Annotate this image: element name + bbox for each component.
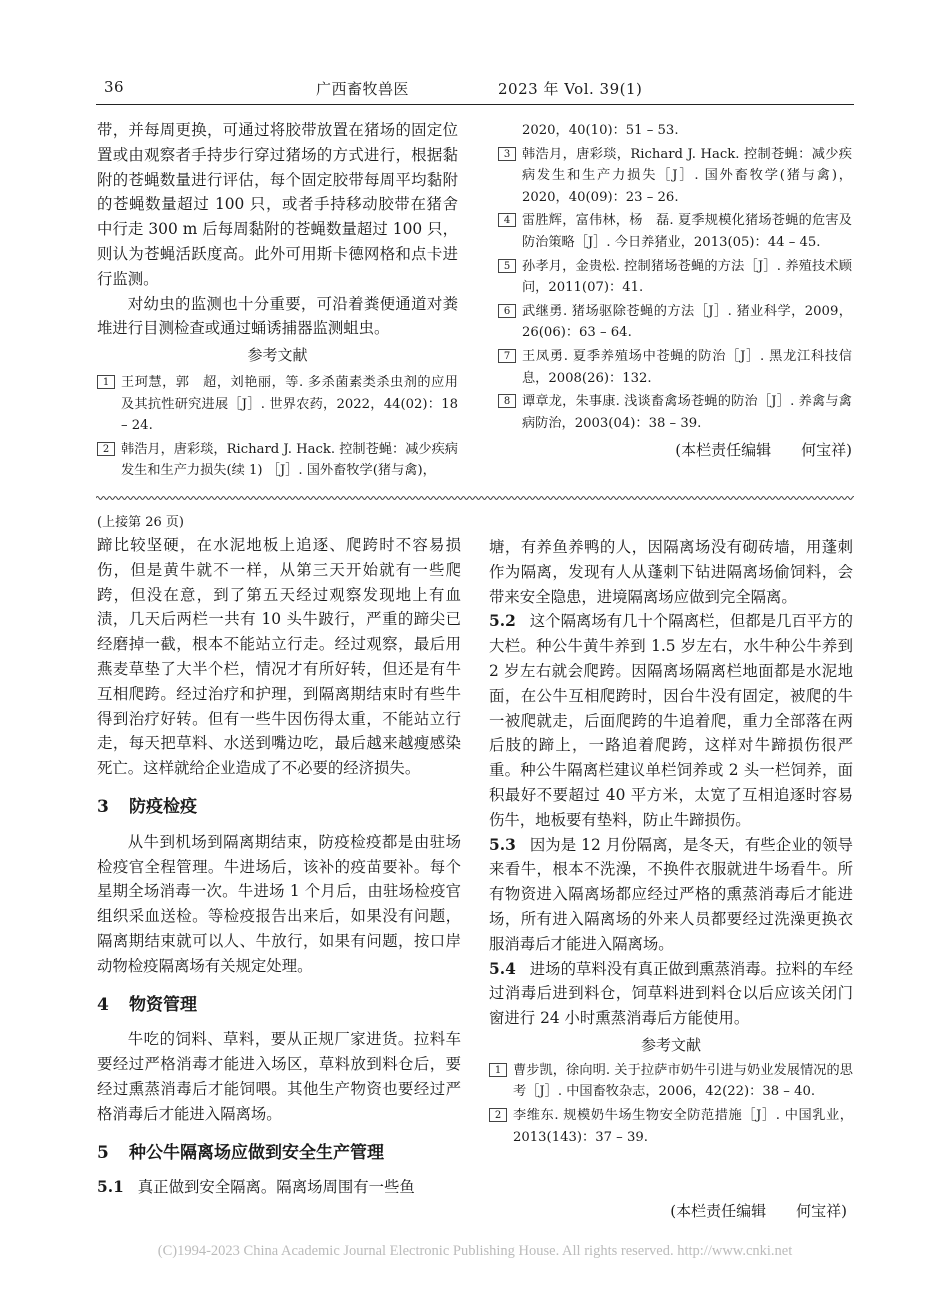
reference-item bbox=[489, 1105, 853, 1148]
reference-number: 2 bbox=[97, 442, 115, 456]
paragraph: 对幼虫的监测也十分重要，可沿着粪便通道对粪堆进行目测检查或通过蛹诱捕器监测蛆虫。 bbox=[97, 294, 458, 338]
wavy-divider bbox=[96, 493, 854, 503]
reference-number: 7 bbox=[498, 349, 516, 363]
reference-continuation: 2020，40(10)：51 – 53. bbox=[522, 123, 679, 138]
reference-text: 武继勇. 猪场驱除苍蝇的方法［J］. 猪业科学，2009，26(06)：63 – 64. bbox=[522, 303, 852, 341]
subsection-paragraph: 5.1 真正做到安全隔离。隔离场周围有一些鱼 bbox=[97, 1178, 415, 1197]
reference-text: 王珂慧，郭 超，刘艳丽，等. 多杀菌素类杀虫剂的应用及其抗性研究进展［J］. 世界农药，2022，44(02)：18 – 24. bbox=[121, 374, 458, 434]
paragraph: 带，并每周更换，可通过将胶带放置在猪场的固定位置或由观察者手持步行穿过猪场的方式进行，根据黏附的苍蝇数量进行评估，每个固定胶带每周平均黏附的苍蝇数量超过 100 只，或者手持移动胶带在猪舍中行走 300 m 后每周黏附的苍蝇数量超过 100 只，则认为苍蝇活跃度高。此外可用斯卡德网格和点卡进行监测。 bbox=[97, 121, 458, 288]
bottom-right-column bbox=[489, 535, 853, 1150]
references-title: 参考文献 bbox=[247, 346, 308, 365]
reference-number: 5 bbox=[498, 259, 516, 273]
reference-item bbox=[489, 1060, 853, 1103]
reference-text: 谭章龙，朱事康. 浅谈畜禽场苍蝇的防治［J］. 养禽与禽病防治，2003(04)：38 – 39. bbox=[522, 394, 852, 431]
issue-info: 2023 年 Vol. 39(1) bbox=[498, 80, 643, 98]
section-heading: 4 物资管理 bbox=[97, 994, 197, 1015]
reference-item bbox=[498, 391, 852, 434]
reference-number: 2 bbox=[489, 1108, 507, 1122]
bottom-left-column bbox=[97, 513, 461, 1200]
reference-number: 8 bbox=[498, 394, 516, 408]
paragraph: 塘，有养鱼养鸭的人，因隔离场没有砌砖墙，用蓬刺作为隔离，发现有人从蓬刺下钻进隔离场偷饲料，会带来安全隐患，进境隔离场应做到完全隔离。 bbox=[489, 538, 853, 606]
editor-note: (本栏责任编辑 何宝祥) bbox=[675, 441, 852, 460]
reference-item bbox=[498, 256, 852, 299]
page-number: 36 bbox=[104, 78, 125, 96]
reference-item bbox=[97, 439, 458, 482]
reference-list bbox=[97, 372, 458, 482]
reference-text: 韩浩月，唐彩琰，Richard J. Hack. 控制苍蝇：减少疾病发生和生产力损失(续 1) ［J］. 国外畜牧学(猪与禽)， bbox=[121, 441, 458, 479]
subsection-paragraph: 5.4 进场的草料没有真正做到熏蒸消毒。拉料的车经过消毒后进到料仓，饲草料进到料仓以后应该关闭门窗进行 24 小时熏蒸消毒后方能使用。 bbox=[489, 959, 853, 1028]
reference-text: 雷胜辉，富伟林，杨 磊. 夏季规模化猪场苍蝇的危害及防治策略［J］. 今日养猪业，2013(05)：44 – 45. bbox=[522, 213, 852, 250]
top-right-column bbox=[498, 120, 852, 462]
paragraph: 牛吃的饲料、草料，要从正规厂家进货。拉料车要经过严格消毒才能进入场区，草料放到料仓后，要经过熏蒸消毒后才能饲喂。其他生产物资也要经过严格消毒后才能进入隔离场。 bbox=[97, 1030, 461, 1123]
reference-number: 3 bbox=[498, 147, 516, 161]
header-rule bbox=[96, 104, 854, 105]
section-heading: 5 种公牛隔离场应做到安全生产管理 bbox=[97, 1142, 384, 1163]
reference-item bbox=[498, 346, 852, 389]
editor-note: (本栏责任编辑 何宝祥) bbox=[670, 1202, 847, 1220]
paragraph: 从牛到机场到隔离期结束，防疫检疫都是由驻场检疫官全程管理。牛进场后，该补的疫苗要补。每个星期全场消毒一次。牛进场 1 个月后，由驻场检疫官组织采血送检。等检疫报告出来后，如果没有问题，隔离期结束就可以人、牛放行，如果有问题，按口岸动物检疫隔离场有关规定处理。 bbox=[97, 832, 461, 975]
reference-item bbox=[498, 144, 852, 209]
subsection-paragraph: 5.3 因为是 12 月份隔离，是冬天，有些企业的领导来看牛，根本不洗澡，不换件衣服就进牛场看牛。所有物资进入隔离场都应经过严格的熏蒸消毒后才能进场，所有进入隔离场的外来人员都要经过洗澡更换衣服消毒后才能进入隔离场。 bbox=[489, 835, 853, 953]
reference-number: 1 bbox=[489, 1063, 507, 1077]
section-heading: 3 防疫检疫 bbox=[97, 796, 197, 817]
reference-item bbox=[498, 301, 852, 344]
reference-number: 6 bbox=[498, 304, 516, 318]
reference-text: 孙孝月，金贵松. 控制猪场苍蝇的方法［J］. 养殖技术顾问，2011(07)：41. bbox=[522, 258, 852, 296]
top-left-column bbox=[97, 118, 458, 484]
reference-text: 曹步凯，徐向明. 关于拉萨市奶牛引进与奶业发展情况的思考［J］. 中国畜牧杂志，2006，42(22)：38 – 40. bbox=[513, 1062, 853, 1100]
reference-list bbox=[489, 1060, 853, 1148]
reference-item bbox=[97, 372, 458, 437]
copyright-footer: (C)1994-2023 China Academic Journal Electronic Publishing House. All rights reserved. http://www.cnki.net bbox=[157, 1243, 793, 1259]
reference-text: 王凤勇. 夏季养殖场中苍蝇的防治［J］. 黑龙江科技信息，2008(26)：132. bbox=[522, 348, 852, 386]
reference-number: 1 bbox=[97, 375, 115, 389]
references-title: 参考文献 bbox=[640, 1035, 701, 1054]
reference-number: 4 bbox=[498, 213, 516, 227]
reference-text: 韩浩月，唐彩琰，Richard J. Hack. 控制苍蝇：减少疾病发生和生产力损失［J］. 国外畜牧学(猪与禽)，2020，40(09)：23 – 26. bbox=[522, 146, 852, 205]
subsection-paragraph: 5.2 这个隔离场有几十个隔离栏，但都是几百平方的大栏。种公牛黄牛养到 1.5 岁左右，水牛种公牛养到 2 岁左右就会爬跨。因隔离场隔离栏地面都是水泥地面，在公牛互相爬跨时，因台牛没有固定，被爬的牛一被爬就走，后面爬跨的牛追着爬，重力全部落在两后肢的蹄上，一路追着爬跨，这样对牛蹄损伤很严重。种公牛隔离栏建议单栏饲养或 2 头一栏饲养，面积最好不要超过 40 平方米，太宽了互相追逐时容易伤牛，地板要有垫料，防止牛蹄损伤。 bbox=[489, 612, 853, 829]
reference-item bbox=[498, 210, 852, 253]
journal-title: 广西畜牧兽医 bbox=[316, 80, 410, 98]
continued-note: (上接第 26 页) bbox=[97, 515, 184, 530]
paragraph: 蹄比较坚硬，在水泥地板上追逐、爬跨时不容易损伤，但是黄牛就不一样，从第三天开始就有一些爬跨，但没在意，到了第五天经过观察发现地上有血渍，几天后两栏一共有 10 头牛跛行，严重的蹄尖已经磨掉一截，根本不能站立行走。经过观察，最后用燕麦草垫了大半个栏，情况才有所好转，但还是有牛互相爬跨。经过治疗和护理，到隔离期结束时有些牛得到治疗好转。但有一些牛因伤得太重，不能站立行走，每天把草料、水送到嘴边吃，最后越来越瘦感染死亡。这样就给企业造成了不必要的经济损失。 bbox=[97, 536, 461, 778]
reference-text: 李维东. 规模奶牛场生物安全防范措施［J］. 中国乳业，2013(143)：37 – 39. bbox=[513, 1107, 853, 1145]
